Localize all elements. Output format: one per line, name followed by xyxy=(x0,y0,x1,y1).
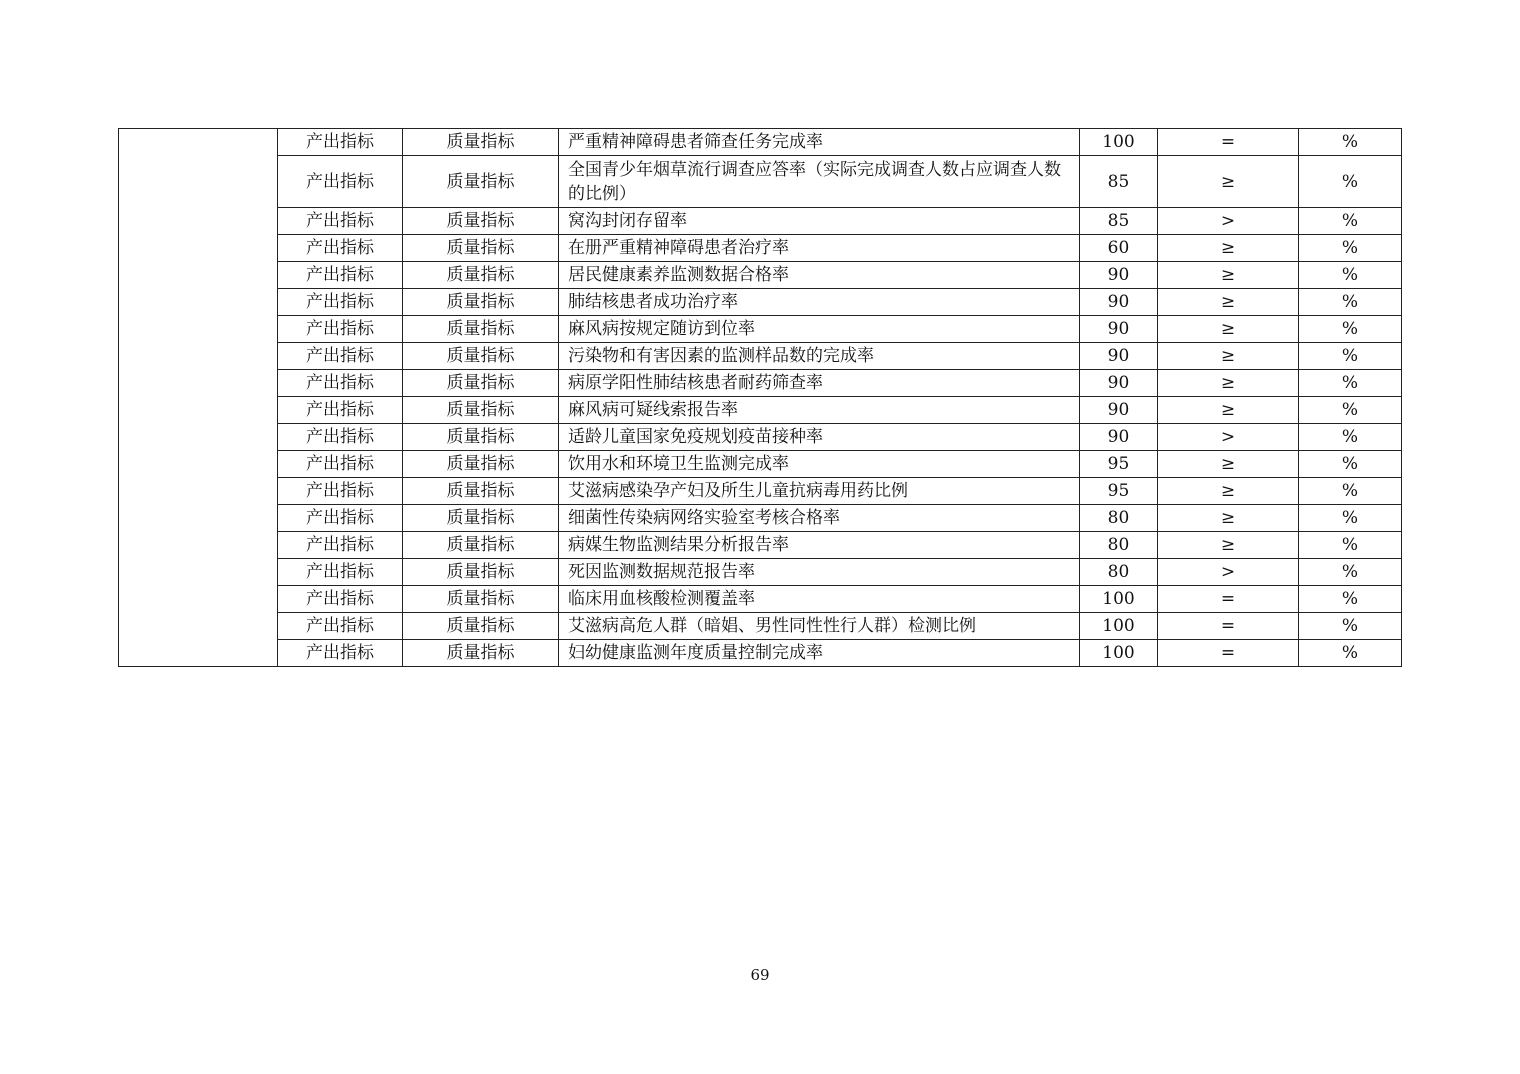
operator-cell: = xyxy=(1158,613,1299,640)
operator-cell: ≥ xyxy=(1158,451,1299,478)
indicator-cell: 病原学阳性肺结核患者耐药筛查率 xyxy=(559,370,1080,397)
value-cell: 100 xyxy=(1080,640,1158,667)
level2-cell: 质量指标 xyxy=(403,451,559,478)
performance-indicator-table xyxy=(118,128,1402,667)
value-cell: 95 xyxy=(1080,451,1158,478)
unit-cell: % xyxy=(1299,559,1402,586)
indicator-cell: 临床用血核酸检测覆盖率 xyxy=(559,586,1080,613)
level2-cell: 质量指标 xyxy=(403,316,559,343)
value-cell: 60 xyxy=(1080,235,1158,262)
value-cell: 85 xyxy=(1080,208,1158,235)
operator-cell: ≥ xyxy=(1158,532,1299,559)
indicator-cell: 全国青少年烟草流行调查应答率（实际完成调查人数占应调查人数的比例） xyxy=(559,156,1080,208)
level1-cell: 产出指标 xyxy=(278,235,403,262)
level2-cell: 质量指标 xyxy=(403,532,559,559)
level2-cell: 质量指标 xyxy=(403,586,559,613)
value-cell: 85 xyxy=(1080,156,1158,208)
operator-cell: > xyxy=(1158,424,1299,451)
unit-cell: % xyxy=(1299,156,1402,208)
level1-cell: 产出指标 xyxy=(278,343,403,370)
unit-cell: % xyxy=(1299,613,1402,640)
level1-cell: 产出指标 xyxy=(278,370,403,397)
level2-cell: 质量指标 xyxy=(403,613,559,640)
unit-cell: % xyxy=(1299,640,1402,667)
table-row xyxy=(119,235,1402,262)
value-cell: 90 xyxy=(1080,289,1158,316)
table-row xyxy=(119,316,1402,343)
operator-cell: ≥ xyxy=(1158,505,1299,532)
table-row xyxy=(119,532,1402,559)
unit-cell: % xyxy=(1299,129,1402,156)
value-cell: 80 xyxy=(1080,559,1158,586)
level1-cell: 产出指标 xyxy=(278,640,403,667)
level2-cell: 质量指标 xyxy=(403,289,559,316)
operator-cell: ≥ xyxy=(1158,289,1299,316)
indicator-cell: 窝沟封闭存留率 xyxy=(559,208,1080,235)
unit-cell: % xyxy=(1299,262,1402,289)
table-row xyxy=(119,343,1402,370)
level1-cell: 产出指标 xyxy=(278,586,403,613)
level2-cell: 质量指标 xyxy=(403,640,559,667)
indicator-cell: 艾滋病高危人群（暗娼、男性同性性行人群）检测比例 xyxy=(559,613,1080,640)
value-cell: 100 xyxy=(1080,586,1158,613)
level1-cell: 产出指标 xyxy=(278,532,403,559)
table-row xyxy=(119,613,1402,640)
level1-cell: 产出指标 xyxy=(278,613,403,640)
indicator-cell: 在册严重精神障碍患者治疗率 xyxy=(559,235,1080,262)
operator-cell: = xyxy=(1158,586,1299,613)
value-cell: 90 xyxy=(1080,262,1158,289)
indicator-cell: 居民健康素养监测数据合格率 xyxy=(559,262,1080,289)
indicator-cell: 污染物和有害因素的监测样品数的完成率 xyxy=(559,343,1080,370)
table-row xyxy=(119,289,1402,316)
table-row xyxy=(119,129,1402,156)
table-row xyxy=(119,208,1402,235)
level1-cell: 产出指标 xyxy=(278,262,403,289)
value-cell: 90 xyxy=(1080,397,1158,424)
unit-cell: % xyxy=(1299,424,1402,451)
level1-cell: 产出指标 xyxy=(278,208,403,235)
level1-cell: 产出指标 xyxy=(278,316,403,343)
operator-cell: > xyxy=(1158,208,1299,235)
level2-cell: 质量指标 xyxy=(403,235,559,262)
table-row xyxy=(119,397,1402,424)
operator-cell: ≥ xyxy=(1158,235,1299,262)
table-row xyxy=(119,559,1402,586)
level1-cell: 产出指标 xyxy=(278,478,403,505)
indicator-cell: 艾滋病感染孕产妇及所生儿童抗病毒用药比例 xyxy=(559,478,1080,505)
table-body xyxy=(119,129,1402,667)
level1-cell: 产出指标 xyxy=(278,424,403,451)
level1-cell: 产出指标 xyxy=(278,559,403,586)
indicator-cell: 麻风病可疑线索报告率 xyxy=(559,397,1080,424)
table-row xyxy=(119,505,1402,532)
indicator-cell: 麻风病按规定随访到位率 xyxy=(559,316,1080,343)
level1-cell: 产出指标 xyxy=(278,451,403,478)
value-cell: 80 xyxy=(1080,505,1158,532)
level2-cell: 质量指标 xyxy=(403,505,559,532)
table-row xyxy=(119,586,1402,613)
indicator-cell: 死因监测数据规范报告率 xyxy=(559,559,1080,586)
value-cell: 100 xyxy=(1080,613,1158,640)
operator-cell: > xyxy=(1158,559,1299,586)
unit-cell: % xyxy=(1299,343,1402,370)
unit-cell: % xyxy=(1299,532,1402,559)
table-row xyxy=(119,370,1402,397)
level2-cell: 质量指标 xyxy=(403,370,559,397)
unit-cell: % xyxy=(1299,451,1402,478)
level1-cell: 产出指标 xyxy=(278,129,403,156)
unit-cell: % xyxy=(1299,397,1402,424)
level2-cell: 质量指标 xyxy=(403,343,559,370)
indicator-cell: 适龄儿童国家免疫规划疫苗接种率 xyxy=(559,424,1080,451)
indicator-cell: 细菌性传染病网络实验室考核合格率 xyxy=(559,505,1080,532)
operator-cell: ≥ xyxy=(1158,343,1299,370)
unit-cell: % xyxy=(1299,505,1402,532)
level2-cell: 质量指标 xyxy=(403,156,559,208)
table-row xyxy=(119,424,1402,451)
level2-cell: 质量指标 xyxy=(403,397,559,424)
unit-cell: % xyxy=(1299,235,1402,262)
unit-cell: % xyxy=(1299,370,1402,397)
level1-cell: 产出指标 xyxy=(278,289,403,316)
level2-cell: 质量指标 xyxy=(403,129,559,156)
value-cell: 90 xyxy=(1080,316,1158,343)
operator-cell: ≥ xyxy=(1158,478,1299,505)
level2-cell: 质量指标 xyxy=(403,478,559,505)
level2-cell: 质量指标 xyxy=(403,262,559,289)
unit-cell: % xyxy=(1299,478,1402,505)
level1-cell: 产出指标 xyxy=(278,397,403,424)
value-cell: 90 xyxy=(1080,343,1158,370)
level1-cell: 产出指标 xyxy=(278,156,403,208)
value-cell: 80 xyxy=(1080,532,1158,559)
indicator-cell: 严重精神障碍患者筛查任务完成率 xyxy=(559,129,1080,156)
value-cell: 100 xyxy=(1080,129,1158,156)
unit-cell: % xyxy=(1299,208,1402,235)
operator-cell: = xyxy=(1158,640,1299,667)
indicator-cell: 肺结核患者成功治疗率 xyxy=(559,289,1080,316)
operator-cell: ≥ xyxy=(1158,316,1299,343)
value-cell: 90 xyxy=(1080,424,1158,451)
operator-cell: ≥ xyxy=(1158,262,1299,289)
project-cell xyxy=(119,129,278,667)
unit-cell: % xyxy=(1299,586,1402,613)
operator-cell: ≥ xyxy=(1158,156,1299,208)
operator-cell: = xyxy=(1158,129,1299,156)
level2-cell: 质量指标 xyxy=(403,424,559,451)
table-row xyxy=(119,262,1402,289)
table-row xyxy=(119,451,1402,478)
operator-cell: ≥ xyxy=(1158,397,1299,424)
indicator-cell: 病媒生物监测结果分析报告率 xyxy=(559,532,1080,559)
operator-cell: ≥ xyxy=(1158,370,1299,397)
value-cell: 90 xyxy=(1080,370,1158,397)
level2-cell: 质量指标 xyxy=(403,208,559,235)
table-row xyxy=(119,478,1402,505)
indicator-cell: 饮用水和环境卫生监测完成率 xyxy=(559,451,1080,478)
level1-cell: 产出指标 xyxy=(278,505,403,532)
value-cell: 95 xyxy=(1080,478,1158,505)
level2-cell: 质量指标 xyxy=(403,559,559,586)
unit-cell: % xyxy=(1299,316,1402,343)
table-row xyxy=(119,156,1402,208)
indicator-cell: 妇幼健康监测年度质量控制完成率 xyxy=(559,640,1080,667)
unit-cell: % xyxy=(1299,289,1402,316)
table-row xyxy=(119,640,1402,667)
page-number: 69 xyxy=(750,966,770,984)
